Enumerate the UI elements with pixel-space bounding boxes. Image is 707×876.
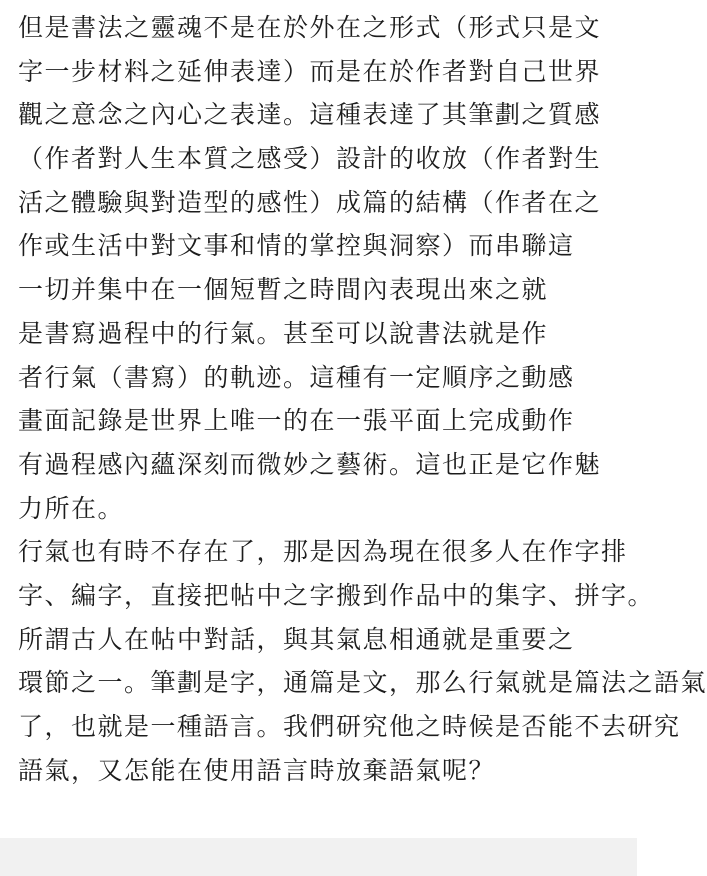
text-line: 一切并集中在一個短暫之時間內表現出來之就 xyxy=(18,275,549,305)
text-line: 所謂古人在帖中對話，與其氣息相通就是重要之 xyxy=(18,624,575,654)
text-line: 語氣，又怎能在使用語言時放棄語氣呢？ xyxy=(18,755,496,785)
text-line: 但是書法之靈魂不是在於外在之形式（形式只是文 xyxy=(18,13,602,42)
text-line: 環節之一。筆劃是字，通篇是文，那么行氣就是篇法之語氣 xyxy=(18,668,707,698)
text-line: 畫面記錄是世界上唯一的在一張平面上完成動作 xyxy=(18,406,575,436)
text-line: 活之體驗與對造型的感性）成篇的結構（作者在之 xyxy=(18,187,602,217)
text-line: 行氣也有時不存在了，那是因為現在很多人在作字排 xyxy=(18,537,628,567)
text-line: （作者對人生本質之感受）設計的收放（作者對生 xyxy=(18,144,602,174)
text-line: 字一步材料之延伸表達）而是在於作者對自己世界 xyxy=(18,56,602,86)
scan-margin xyxy=(0,838,637,876)
text-line: 是書寫過程中的行氣。甚至可以說書法就是作 xyxy=(18,318,549,348)
text-line: 有過程感內蘊深刻而微妙之藝術。這也正是它作魅 xyxy=(18,449,602,479)
handwritten-text xyxy=(18,6,707,792)
text-line: 作或生活中對文事和情的掌控與洞察）而串聯這 xyxy=(18,231,575,261)
text-line: 力所在。 xyxy=(18,493,125,523)
text-line: 字、編字，直接把帖中之字搬到作品中的集字、拼字。 xyxy=(18,580,655,610)
text-line: 觀之意念之內心之表達。這種表達了其筆劃之質感 xyxy=(18,100,602,130)
text-line: 者行氣（書寫）的軌迹。這種有一定順序之動感 xyxy=(18,362,575,392)
text-line: 了，也就是一種語言。我們研究他之時候是否能不去研究 xyxy=(18,712,681,741)
